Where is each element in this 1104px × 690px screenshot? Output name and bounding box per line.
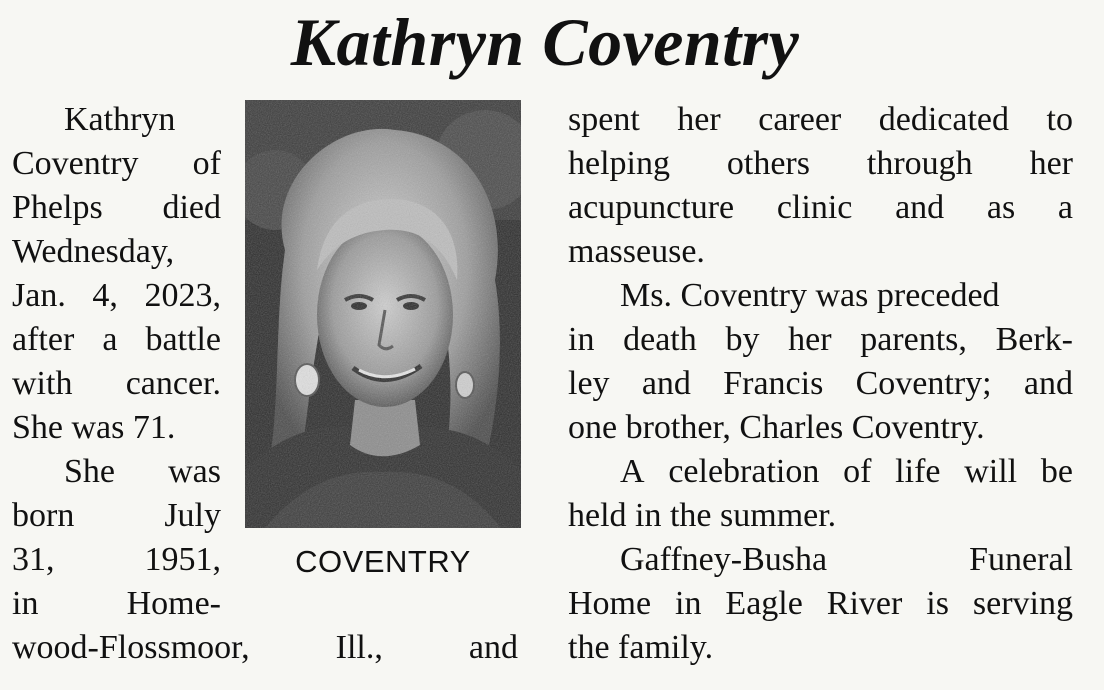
right-line: held in the summer.	[568, 497, 837, 534]
right-line: helping others through her	[568, 145, 1073, 182]
right-line: A celebration of life will be	[620, 453, 1073, 490]
right-line: one brother, Charles Coventry.	[568, 409, 985, 446]
left-line: Phelps died	[12, 189, 221, 226]
portrait-photo	[245, 100, 521, 528]
right-line: in death by her parents, Berk-	[568, 321, 1073, 358]
right-line: acupuncture clinic and as a	[568, 189, 1073, 226]
right-line: Ms. Coventry was preceded	[620, 277, 1000, 314]
left-line: 31, 1951,	[12, 541, 221, 578]
left-line: She was	[64, 453, 221, 490]
left-line: born July	[12, 497, 221, 534]
left-line: Wednesday,	[12, 233, 175, 270]
left-line: after a battle	[12, 321, 221, 358]
right-line: spent her career dedicated to	[568, 101, 1073, 138]
left-line: Jan. 4, 2023,	[12, 277, 221, 314]
left-line: She was 71.	[12, 409, 176, 446]
left-line: in Home-	[12, 585, 221, 622]
portrait-illustration	[245, 100, 521, 528]
left-line: Kathryn	[64, 101, 176, 138]
photo-caption: COVENTRY	[295, 544, 471, 579]
right-line: Home in Eagle River is serving	[568, 585, 1073, 622]
left-line: with cancer.	[12, 365, 221, 402]
right-line: ley and Francis Coventry; and	[568, 365, 1073, 402]
left-line: Coventry of	[12, 145, 221, 182]
obituary-title: Kathryn Coventry	[290, 4, 800, 80]
right-line: Gaffney-Busha Funeral	[620, 541, 1073, 578]
right-line: masseuse.	[568, 233, 705, 270]
left-line: wood-Flossmoor, Ill., and	[12, 629, 518, 666]
right-line: the family.	[568, 629, 714, 666]
